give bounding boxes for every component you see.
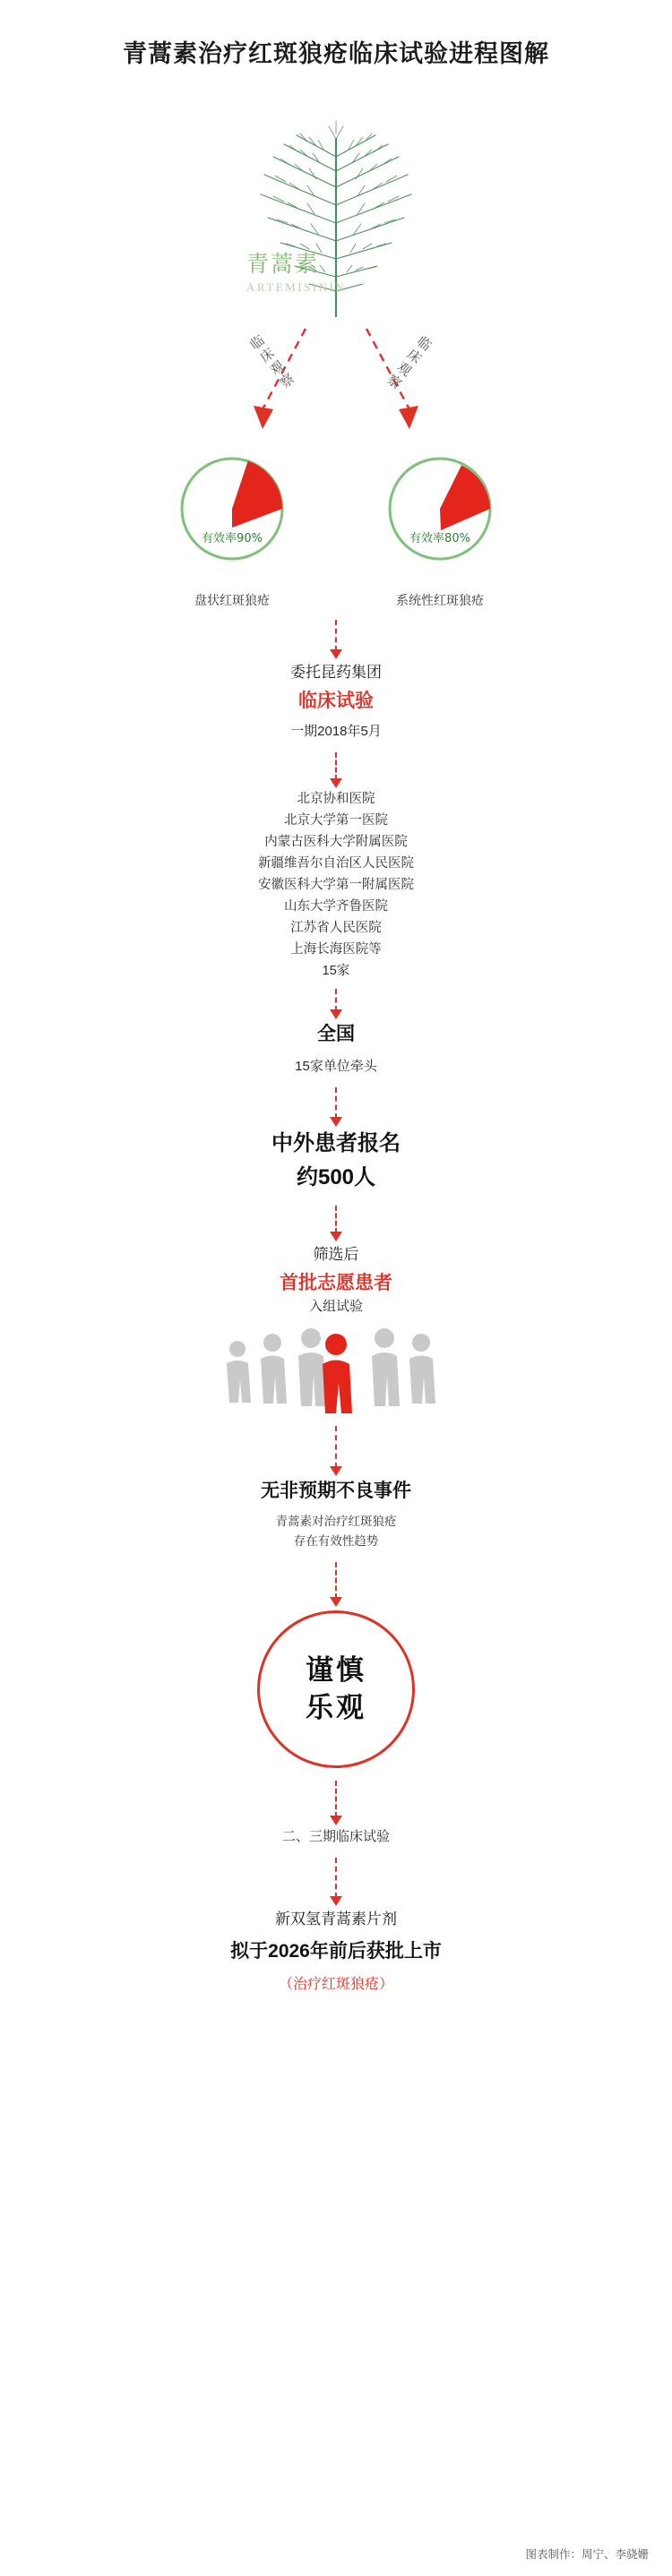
- screening-line1: 筛选后: [313, 1246, 359, 1263]
- hospital-item: 江苏省人民医院: [290, 921, 382, 935]
- pie-caption-systemic: 系统性红斑狼疮: [396, 593, 484, 607]
- nationwide-line2: 15家单位牵头: [295, 1059, 377, 1074]
- arrow-to-patients: [327, 1087, 345, 1127]
- screening-line2: 首批志愿患者: [280, 1273, 392, 1293]
- hospital-item: 内蒙古医科大学附属医院: [264, 835, 408, 849]
- hospital-item: 山东大学齐鲁医院: [284, 899, 388, 914]
- hospital-item: 新疆维吾尔自治区人民医院: [258, 856, 414, 871]
- patients-line1: 中外患者报名: [271, 1131, 401, 1155]
- patients-line2: 约500人: [296, 1165, 376, 1189]
- no-adverse-line1: 无非预期不良事件: [261, 1481, 411, 1501]
- pie-caption-discoid: 盘状红斑狼疮: [194, 593, 270, 607]
- pie-value-systemic: 有效率80%: [409, 532, 470, 545]
- patients-block: [271, 1127, 401, 1195]
- arrow-to-outlook: [327, 1562, 345, 1607]
- screening-block: [280, 1241, 392, 1318]
- arrow-to-no-adverse: [327, 1426, 345, 1476]
- artemisinin-label-cn: 青蒿素: [246, 251, 320, 277]
- artemisinin-label-en: ARTEMISININ: [246, 280, 347, 294]
- phase23-block: [282, 1825, 390, 1849]
- branch-arrows: [130, 323, 542, 440]
- artemisinin-label: [246, 246, 346, 295]
- volunteer-people-icons: [220, 1327, 452, 1413]
- market-block: [230, 1906, 442, 1993]
- market-line2: 拟于2026年前后获批上市: [230, 1941, 442, 1962]
- nationwide-block: [295, 1019, 377, 1078]
- entrust-line1: 委托昆药集团: [290, 664, 382, 681]
- branch-arrow-head-left: [254, 406, 273, 429]
- entrust-line3: 一期2018年5月: [290, 724, 382, 739]
- hospital-list: [258, 788, 414, 982]
- pie-value-discoid: 有效率90%: [202, 532, 263, 545]
- screening-line3: 入组试验: [308, 1299, 363, 1314]
- pie-chart-discoid: [165, 442, 299, 576]
- entrust-line2: 临床试验: [298, 691, 374, 711]
- arrow-to-phase23: [327, 1781, 345, 1825]
- branch-arrow-head-right: [399, 406, 418, 429]
- hospital-item: 15家: [322, 964, 350, 978]
- branch-label-right: 临床观察: [382, 332, 435, 393]
- no-adverse-line2: 青蒿素对治疗红斑狼疮: [275, 1515, 397, 1528]
- arrow-to-screening: [327, 1206, 345, 1241]
- phase23-line1: 二、三期临床试验: [281, 1829, 390, 1844]
- footer-credit: 图表制作：周宁、李骁姗: [525, 2548, 649, 2561]
- outlook-line2: 乐观: [306, 1692, 366, 1723]
- market-line1: 新双氢青蒿素片剂: [275, 1911, 397, 1928]
- market-line3: （治疗红斑狼疮）: [278, 1977, 393, 1992]
- hospital-item: 上海长海医院等: [290, 942, 382, 957]
- artemisia-plant-illustration: [148, 112, 524, 318]
- hospital-item: 北京协和医院: [297, 792, 375, 806]
- nationwide-line1: 全国: [317, 1024, 355, 1044]
- page-title: 青蒿素治疗红斑狼疮临床试验进程图解: [123, 40, 549, 68]
- branch-arrow-lines: [130, 323, 542, 440]
- page-title-wrap: [123, 34, 549, 69]
- hospital-item: 安徽医科大学第一附属医院: [258, 878, 414, 892]
- entrust-block: [290, 659, 382, 743]
- no-adverse-line3: 存在有效性趋势: [293, 1534, 379, 1548]
- arrow-to-entrust: [327, 620, 345, 659]
- hospital-item: 北京大学第一医院: [284, 813, 388, 828]
- arrow-to-nationwide: [327, 989, 345, 1019]
- outlook-circle: [257, 1610, 415, 1768]
- arrow-to-hospitals: [327, 752, 345, 788]
- branch-label-left: 临床观察: [246, 332, 298, 393]
- arrow-to-market: [327, 1858, 345, 1906]
- pie-chart-systemic: [373, 442, 507, 576]
- pie-block-discoid: [151, 442, 313, 609]
- efficacy-pies: [151, 442, 521, 609]
- no-adverse-block: [261, 1476, 411, 1551]
- pie-block-systemic: [359, 442, 521, 609]
- outlook-line1: 谨慎: [306, 1654, 366, 1686]
